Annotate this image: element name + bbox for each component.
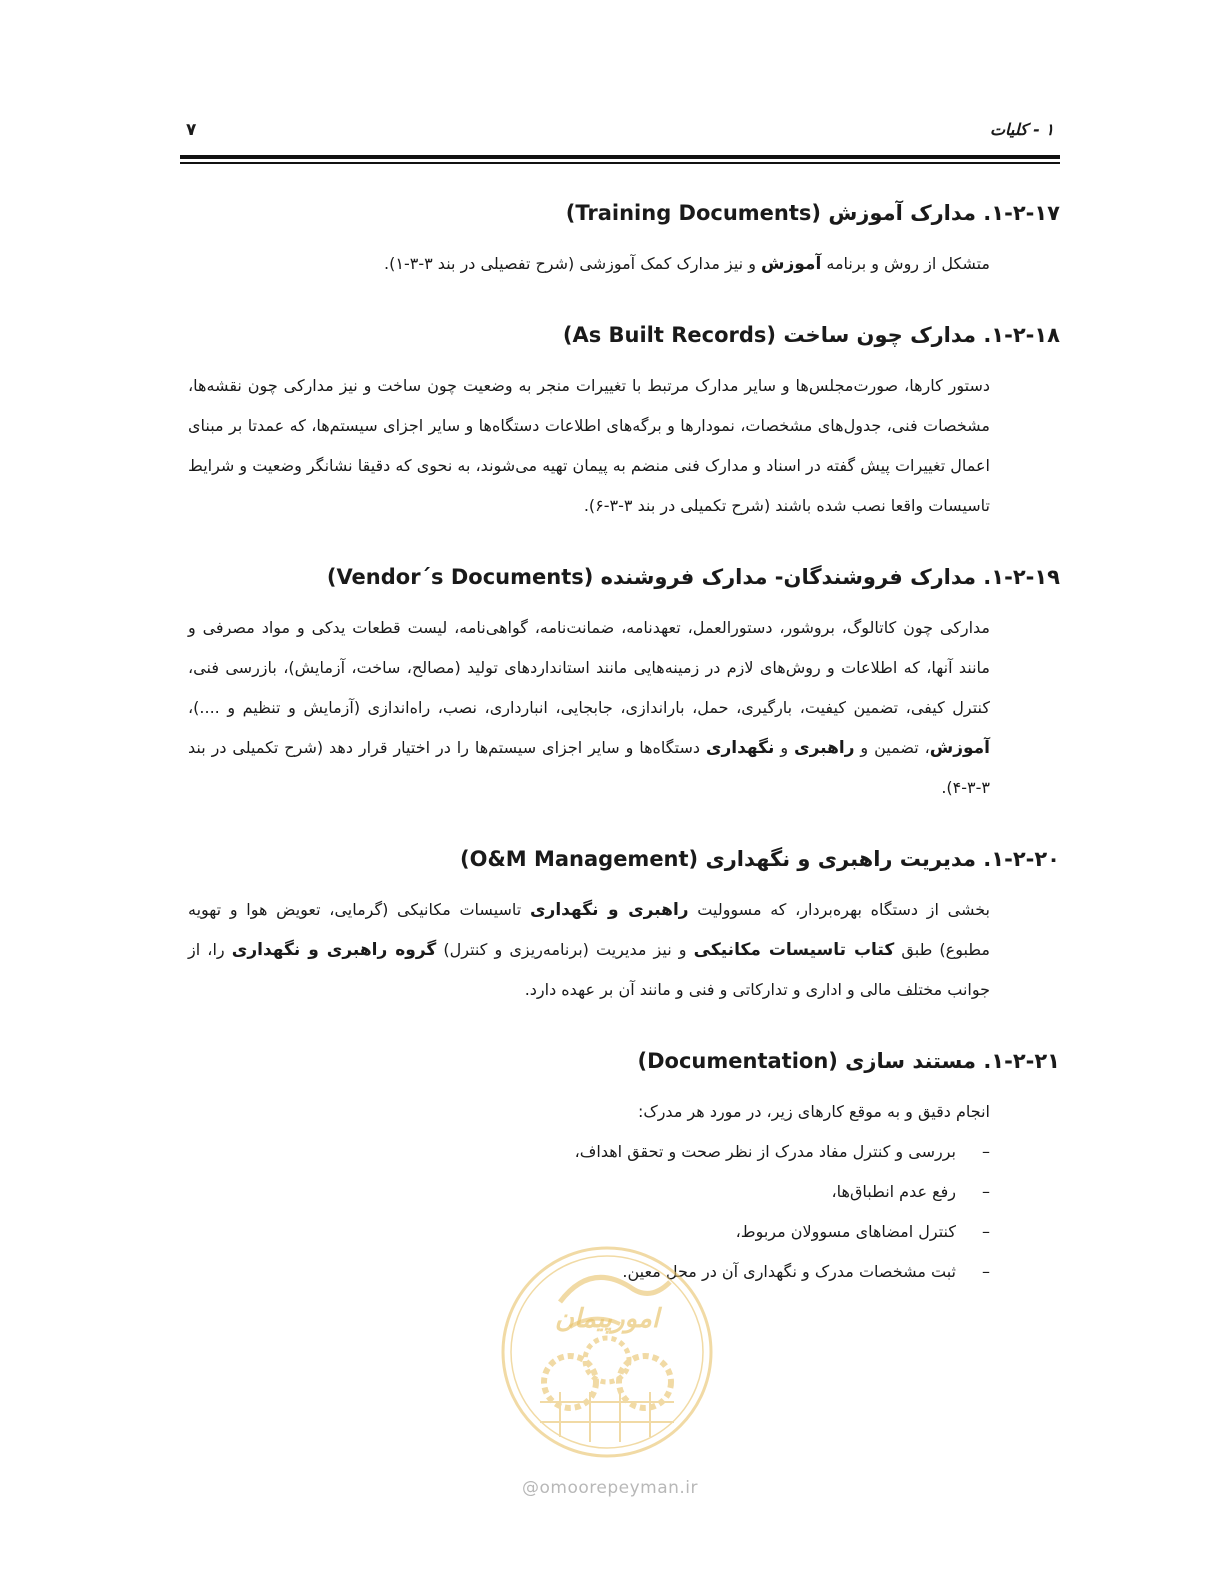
- section-body: [188, 890, 990, 1010]
- body-text: و: [774, 738, 795, 757]
- list-item-text: ثبت مشخصات مدرک و نگهداری آن در محل معین.: [622, 1262, 956, 1281]
- page-content: [180, 196, 1060, 1326]
- bold-term: راهبری و نگهداری: [529, 900, 689, 920]
- list-item-text: کنترل امضاهای مسوولان مربوط،: [735, 1222, 956, 1241]
- header-rule-thick: [180, 155, 1060, 159]
- body-text: را، از جوانب مختلف مالی و اداری و تدارکاتی و فنی و مانند آن بر عهده دارد.: [188, 940, 990, 999]
- body-text: دستور کارها، صورت‌مجلس‌ها و سایر مدارک مرتبط با تغییرات منجر به وضعیت چون ساخت و نیز مدارکی چون نقشه‌ها، مشخصات فنی، جدول‌های مشخصات، نمودارها و برگه‌های اطلاعات دستگاه‌ها و سایر اجزای سیستم‌ها، که عمدتا بر مبنای اعمال تغییرات پیش گفته در اسناد و مدارک فنی منضم به پیمان تهیه می‌شوند، به نحوی که دقیقا نشانگر وضعیت و شرایط تاسیسات واقعا نصب شده باشند (شرح تکمیلی در بند ۳-۳-۶).: [188, 376, 990, 515]
- section-title: ۱-۲-۱۹. مدارک فروشندگان- مدارک فروشنده (Vendor´s Documents): [326, 565, 1060, 589]
- list-item: [180, 1172, 990, 1212]
- section-body: [188, 608, 990, 808]
- body-text: بخشی از دستگاه بهره‌بردار، که مسوولیت: [688, 900, 990, 919]
- section-title: ۱-۲-۱۷. مدارک آموزش (Training Documents): [565, 201, 1060, 225]
- body-text: متشکل از روش و برنامه: [821, 254, 990, 273]
- body-text: و نیز مدیریت (برنامه‌ریزی و کنترل): [436, 940, 694, 959]
- body-text: ، تضمین و: [854, 738, 930, 757]
- section-as-built-records: [180, 318, 1060, 526]
- body-text: و نیز مدارک کمک آموزشی (شرح تفصیلی در بند ۳-۳-۱).: [384, 254, 762, 273]
- section-training-documents: [180, 196, 1060, 284]
- watermark-site: @omoorepeyman.ir: [521, 1478, 699, 1498]
- list-item: [180, 1132, 990, 1172]
- dash-bullet: –: [982, 1142, 990, 1161]
- bold-term: راهبری: [794, 738, 855, 758]
- section-vendors-documents: [180, 560, 1060, 808]
- list-item-text: رفع عدم انطباق‌ها،: [831, 1182, 956, 1201]
- body-text: تاسیسات مکانیکی (گرمایی، تعویض هوا و تهویه مطبوع) طبق: [188, 900, 991, 959]
- bold-term: کتاب تاسیسات مکانیکی: [693, 940, 895, 960]
- list-item-text: بررسی و کنترل مفاد مدرک از نظر صحت و تحقق اهداف،: [574, 1142, 956, 1161]
- section-body: [188, 244, 990, 284]
- section-intro: انجام دقیق و به موقع کارهای زیر، در مورد هر مدرک:: [637, 1102, 990, 1121]
- bold-term: نگهداری: [705, 738, 775, 758]
- body-text: مدارکی چون کاتالوگ، بروشور، دستورالعمل، تعهدنامه، ضمانت‌نامه، گواهی‌نامه، لیست قطعات یدکی و مواد مصرفی و مانند آنها، که اطلاعات و روش‌های لازم در زمینه‌هایی مانند استانداردهای تولید (مصالح، ساخت، آزمایش)، بازرسی فنی، کنترل کیفی، تضمین کیفیت، بارگیری، حمل، باراندازی، جابجایی، انبارداری، نصب، راه‌اندازی (آزمایش و تنظیم و ....)،: [188, 618, 990, 717]
- page-number: ۷: [186, 120, 197, 140]
- body-text: دستگاه‌ها و سایر اجزای سیستم‌ها را در اختیار قرار دهد (شرح تکمیلی در بند ۳-۳-۴).: [188, 738, 990, 797]
- bold-term: گروه راهبری و نگهداری: [231, 940, 437, 960]
- header-rule-thin: [180, 162, 1060, 164]
- watermark-logo-text: امورپیمان: [554, 1304, 660, 1334]
- section-title: ۱-۲-۲۱. مستند سازی (Documentation): [637, 1049, 1060, 1073]
- section-title: ۱-۲-۱۸. مدارک چون ساخت (As Built Records): [562, 323, 1060, 347]
- chapter-title: ۱ - کلیات: [989, 120, 1054, 139]
- bold-term: آموزش: [761, 254, 822, 274]
- dash-bullet: –: [982, 1182, 990, 1201]
- bold-term: آموزش: [929, 738, 991, 758]
- page-header: [180, 118, 1060, 148]
- dash-bullet: –: [982, 1222, 990, 1241]
- section-title: ۱-۲-۲۰. مدیریت راهبری و نگهداری (O&M Management): [459, 847, 1060, 871]
- section-om-management: [180, 842, 1060, 1010]
- section-body: [188, 366, 990, 526]
- watermark-logo: [500, 1232, 714, 1472]
- dash-bullet: –: [982, 1262, 990, 1281]
